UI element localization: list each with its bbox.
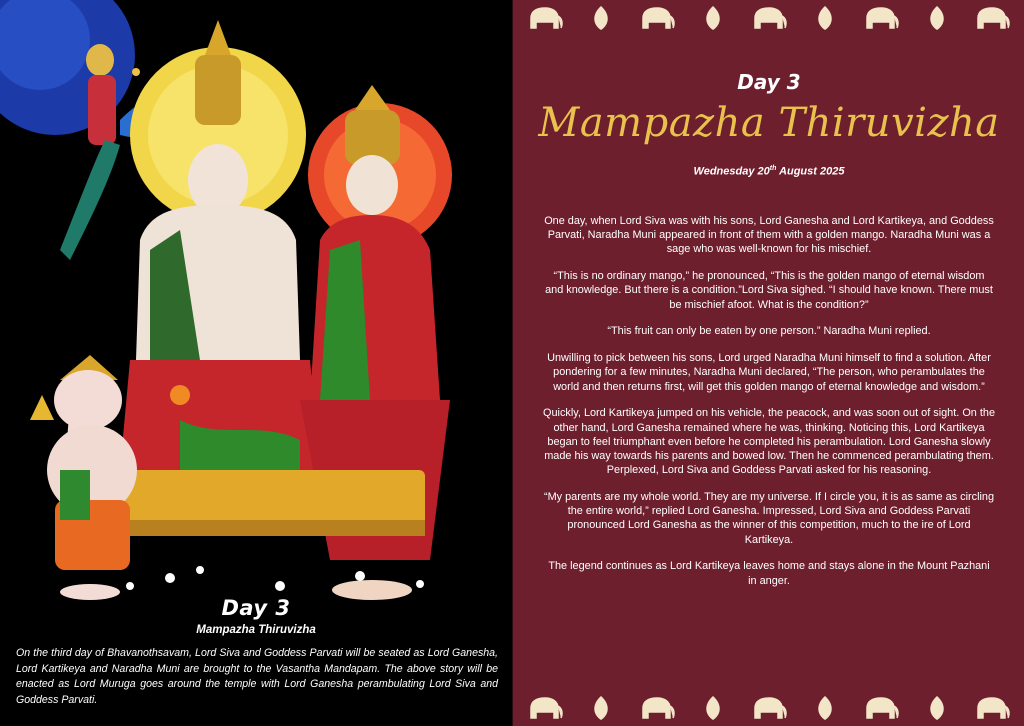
- story-paragraph: One day, when Lord Siva was with his sons, Lord Ganesha and Lord Kartikeya, and Goddess Parvati, Naradha Muni appeared in front of them with a golden mango. Naradha Muni was a sage who was well-known for his mischief.: [544, 215, 994, 256]
- date-ordinal: th: [769, 165, 777, 172]
- leaf-motif-icon: [926, 694, 948, 722]
- story-text: [543, 214, 995, 600]
- elephant-motif-icon: [861, 4, 901, 32]
- elephant-motif-icon: [861, 694, 901, 722]
- story-paragraph: The legend continues as Lord Kartikeya leaves home and stays alone in the Mount Pazhani in anger.: [548, 560, 990, 587]
- left-day-title: Day 3: [221, 596, 291, 620]
- leaf-motif-icon: [702, 4, 724, 32]
- elephant-motif-icon: [972, 4, 1012, 32]
- leaf-motif-icon: [590, 694, 612, 722]
- elephant-motif-icon: [637, 694, 677, 722]
- elephant-motif-icon: [749, 694, 789, 722]
- story-paragraph: “This fruit can only be eaten by one person.” Naradha Muni replied.: [607, 325, 931, 338]
- left-description: On the third day of Bhavanothsavam, Lord Siva and Goddess Parvati will be seated as Lord Ganesha, Lord Kartikeya and Naradha Muni are brought to the Vasantha Mandapam. The above story will be enacted as Lord Muruga goes around the temple with Lord Ganesha perambulating Lord Siva and Goddess Parvati.: [16, 647, 498, 706]
- date-day: 20: [757, 165, 770, 178]
- lord-ganesha-figure: [30, 355, 137, 600]
- right-page: [512, 0, 1024, 726]
- story-paragraph: Quickly, Lord Kartikeya jumped on his vehicle, the peacock, and was soon out of sight. On the other hand, Lord Ganesha remained where he was, thinking. Noticing this, Lord Kartikeya began to feel triumphant even before he completed his perambulation. Lord Ganesha slowly made his way towards his parents and bowed low. Then he commenced perambulating them. Perplexed, Lord Siva and Goddess Parvati asked for his reasoning.: [543, 407, 996, 477]
- right-day-title: Day 3: [737, 70, 801, 94]
- story-paragraph: “This is no ordinary mango,” he pronounced, “This is the golden mango of eternal wisdom and knowledge. But there is a condition.”Lord Siva sighed. “I should have known. There must be mischief afoot. What is the condition?”: [545, 270, 993, 311]
- event-date: [513, 165, 1024, 178]
- left-subtitle: Mampazha Thiruvizha: [196, 624, 316, 636]
- leaf-motif-icon: [702, 694, 724, 722]
- date-month-year: August 2025: [779, 165, 845, 178]
- elephant-motif-icon: [749, 4, 789, 32]
- deity-illustration: [0, 0, 512, 600]
- elephant-motif-icon: [637, 4, 677, 32]
- leaf-motif-icon: [814, 4, 836, 32]
- elephant-motif-icon: [972, 694, 1012, 722]
- story-paragraph: Unwilling to pick between his sons, Lord urged Naradha Muni himself to find a solution. After pondering for a few minutes, Naradha Muni declared, “The person, who perambulates the world and then returns first, will get this golden mango of eternal knowledge and wisdom.”: [547, 352, 991, 393]
- date-weekday: Wednesday: [693, 165, 755, 178]
- elephant-motif-icon: [525, 4, 565, 32]
- leaf-motif-icon: [590, 4, 612, 32]
- leaf-motif-icon: [926, 4, 948, 32]
- leaf-motif-icon: [814, 694, 836, 722]
- bottom-elephant-border: [513, 690, 1024, 726]
- story-paragraph: “My parents are my whole world. They are my universe. If I circle you, it is as same as circling the entire world,” replied Lord Ganesha. Impressed, Lord Siva and Goddess Parvati pronounced Lord Ganesha as the winner of this competition, much to the ire of Lord Kartikeya.: [543, 491, 995, 546]
- elephant-motif-icon: [525, 694, 565, 722]
- top-elephant-border: [513, 0, 1024, 36]
- festival-title: Mampazha Thiruvizha: [538, 100, 1000, 146]
